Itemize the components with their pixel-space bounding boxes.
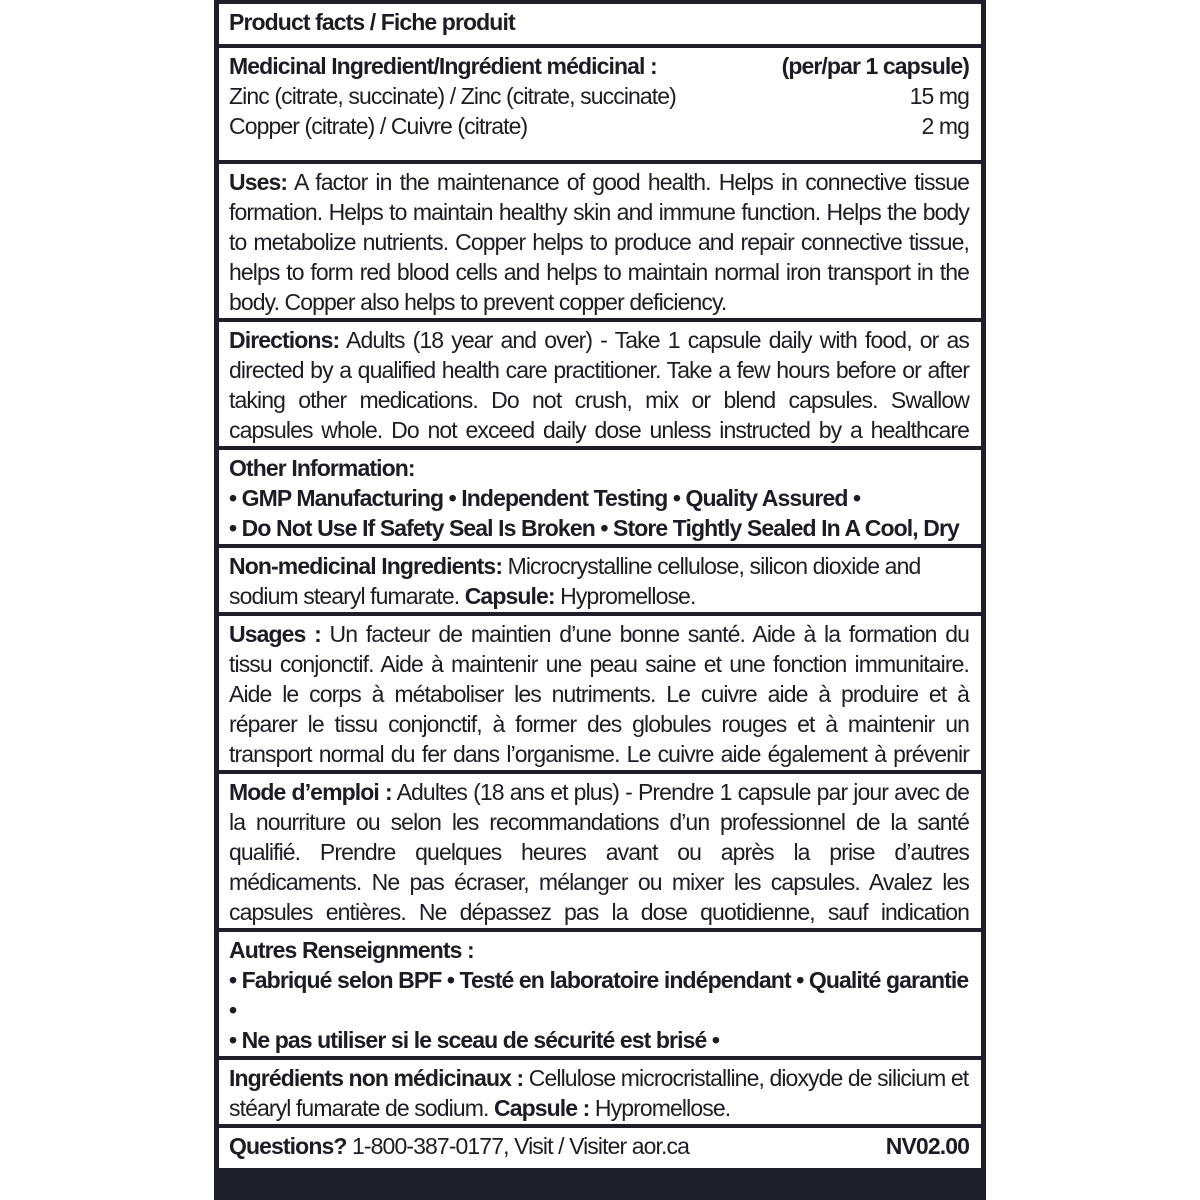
non-medicinaux-label: Ingrédients non médicinaux : [229, 1065, 524, 1091]
header-section [219, 4, 981, 44]
non-medicinaux-text: Cellulose microcristalline, dioxyde de silicium et stéaryl fumarate de sodium. [229, 1065, 969, 1121]
usages-label: Usages : [229, 621, 321, 647]
autres-line [229, 1055, 969, 1056]
directions-section [219, 322, 981, 446]
capsule-text: Hypromellose. [554, 583, 696, 609]
other-information-line: • Do Not Use If Safety Seal Is Broken • Store Tightly Sealed In A Cool, Dry [229, 515, 959, 541]
other-information-label: Other Information: [229, 455, 415, 481]
other-information-line: • GMP Manufacturing • Independent Testing • Quality Assured • [229, 485, 861, 511]
product-code: NV02.00 [885, 1133, 969, 1159]
uses-label: Uses: [229, 169, 288, 195]
autres-line: • Ne pas utiliser si le sceau de sécurité est brisé • [229, 1027, 719, 1053]
contact-text: 1-800-387-0177, Visit / Visiter aor.ca [346, 1133, 690, 1159]
capsule-fr-text: Hypromellose. [589, 1095, 731, 1121]
autres-line: • Fabriqué selon BPF • Testé en laboratoire indépendant • Qualité garantie • [229, 967, 969, 1023]
questions-footer [219, 1128, 981, 1168]
non-medicinal-text: Microcrystalline cellulose, silicon dioxide and sodium stearyl fumarate. [229, 553, 921, 609]
capsule-fr-label: Capsule : [493, 1095, 590, 1121]
mode-emploi-text: Adultes (18 ans et plus) - Prendre 1 capsule par jour avec de la nourriture ou selon les recommandations d’un professionnel de la santé qualifié. Prendre quelques heures avant ou après la prise d’autres médicaments. Ne pas écraser, mélanger ou mixer les capsules. Avalez les capsules entières. Ne dépassez pas la dose quotidienne, sauf indication [229, 779, 969, 925]
ingredients-heading: Medicinal Ingredient/Ingrédient médicinal : [229, 53, 657, 79]
directions-text: Adults (18 year and over) - Take 1 capsule daily with food, or as directed by a qualified health care practitioner. Take a few hours before or after taking other medications. Do not crush, mix or blend capsules. Swallow capsules whole. Do not exceed daily dose unless instructed by a healthcare [229, 327, 969, 443]
page-title: Product facts / Fiche produit [229, 9, 515, 35]
ingredient-row-copper [229, 111, 969, 141]
uses-section [219, 164, 981, 318]
non-medicinal-ingredients-section [219, 548, 981, 612]
per-capsule-label: (per/par 1 capsule) [781, 53, 969, 79]
ingredients-heading-row [229, 51, 969, 81]
ingredient-amount: 2 mg [921, 113, 969, 139]
directions-label: Directions: [229, 327, 340, 353]
questions-contact [229, 1131, 689, 1161]
ingredient-name: Copper (citrate) / Cuivre (citrate) [229, 113, 528, 139]
ingredient-name: Zinc (citrate, succinate) / Zinc (citrate, succinate) [229, 83, 676, 109]
ingredient-amount: 15 mg [909, 83, 969, 109]
questions-label: Questions? [229, 1133, 347, 1159]
autres-label: Autres Renseignments : [229, 937, 474, 963]
other-information-section [219, 450, 981, 544]
uses-text: A factor in the maintenance of good health. Helps in connective tissue formation. Helps to maintain healthy skin and immune function. Helps the body to metabolize nutrients. Copper helps to produce and repair connective tissue, helps to form red blood cells and helps to maintain normal iron transport in the body. Copper also helps to prevent copper deficiency. [229, 169, 969, 315]
questions-row [229, 1131, 969, 1161]
ingredient-row-zinc [229, 81, 969, 111]
non-medicinal-label: Non-medicinal Ingredients: [229, 553, 503, 579]
ingredients-non-medicinaux-section [219, 1060, 981, 1124]
usages-section [219, 616, 981, 770]
mode-emploi-label: Mode d’emploi : [229, 779, 392, 805]
autres-renseignements-section [219, 932, 981, 1056]
capsule-label: Capsule: [464, 583, 555, 609]
medicinal-ingredients-section [219, 48, 981, 160]
product-facts-panel [214, 0, 986, 1200]
mode-emploi-section [219, 774, 981, 928]
usages-text: Un facteur de maintien d’une bonne santé. Aide à la formation du tissu conjonctif. Aide à maintenir une peau saine et une fonction immunitaire. Aide le corps à métaboliser les nutriments. Le cuivre aide à produire et à réparer le tissu conjonctif, à former des globules rouges et à maintenir un transport normal du fer dans l’organisme. Le cuivre aide également à prévenir [229, 621, 969, 767]
